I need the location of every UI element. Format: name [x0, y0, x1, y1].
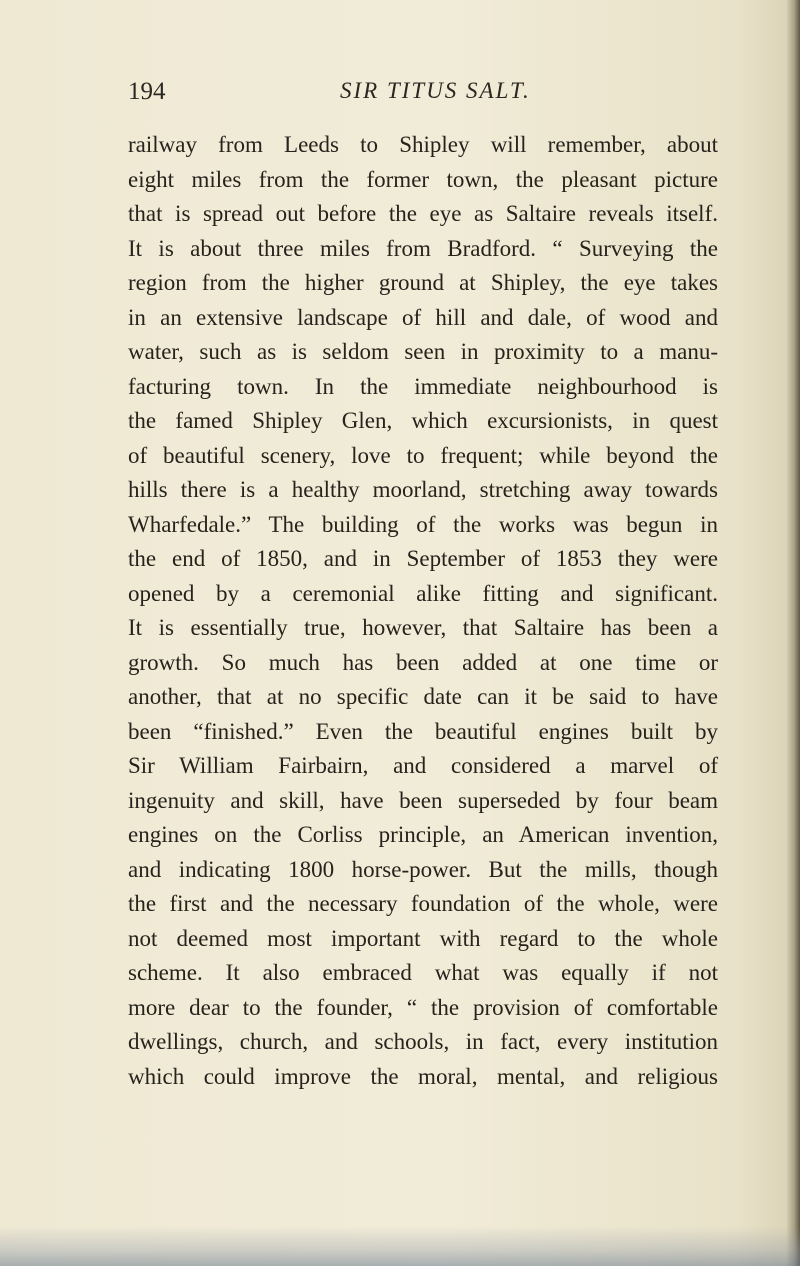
text-line: been “finished.” Even the beautiful engines built by — [128, 718, 718, 744]
text-line: opened by a ceremonial alike fitting and significant. — [128, 580, 718, 606]
text-line: engines on the Corliss principle, an American invention, — [128, 822, 718, 847]
text-line: ingenuity and skill, have been superseded by four beam — [128, 787, 718, 813]
running-head — [128, 78, 718, 118]
text-line: It is about three miles from Bradford. “ Surveying the — [128, 235, 718, 261]
page-bottom-shadow — [0, 1226, 800, 1266]
text-line: scheme. It also embraced what was equally if not — [128, 960, 718, 985]
text-line: growth. So much has been added at one time or — [128, 649, 718, 675]
text-line: hills there is a healthy moorland, stretching away towards — [128, 477, 718, 502]
text-line: more dear to the founder, “ the provision of comfortable — [128, 994, 718, 1020]
text-line: region from the higher ground at Shipley, the eye takes — [128, 270, 718, 295]
text-line: the famed Shipley Glen, which excursionists, in quest — [128, 408, 718, 433]
text-line: dwellings, church, and schools, in fact, every institution — [128, 1029, 718, 1054]
page-edge-shadow — [786, 0, 800, 1266]
text-line: another, that at no specific date can it be said to have — [128, 684, 718, 709]
running-title: SIR TITUS SALT. — [340, 78, 531, 103]
text-line: Wharfedale.” The building of the works was begun in — [128, 511, 718, 537]
text-line: not deemed most important with regard to the whole — [128, 925, 718, 951]
text-line: in an extensive landscape of hill and dale, of wood and — [128, 304, 718, 330]
text-line: railway from Leeds to Shipley will remember, about — [128, 132, 718, 157]
text-line: Sir William Fairbairn, and considered a marvel of — [128, 753, 718, 778]
text-line: the end of 1850, and in September of 1853 they were — [128, 546, 718, 571]
text-line: water, such as is seldom seen in proximity to a manu- — [128, 339, 718, 364]
text-line: eight miles from the former town, the pleasant picture — [128, 166, 718, 192]
text-line: and indicating 1800 horse-power. But the mills, though — [128, 856, 718, 882]
text-line: facturing town. In the immediate neighbourhood is — [128, 373, 718, 399]
text-line: that is spread out before the eye as Saltaire reveals itself. — [128, 201, 718, 226]
text-line: the first and the necessary foundation of the whole, were — [128, 891, 718, 916]
text-line: It is essentially true, however, that Saltaire has been a — [128, 615, 718, 640]
page-number: 194 — [128, 78, 166, 105]
text-line: of beautiful scenery, love to frequent; while beyond the — [128, 442, 718, 468]
text-line: which could improve the moral, mental, and religious — [128, 1063, 718, 1089]
body-text — [128, 128, 718, 1094]
